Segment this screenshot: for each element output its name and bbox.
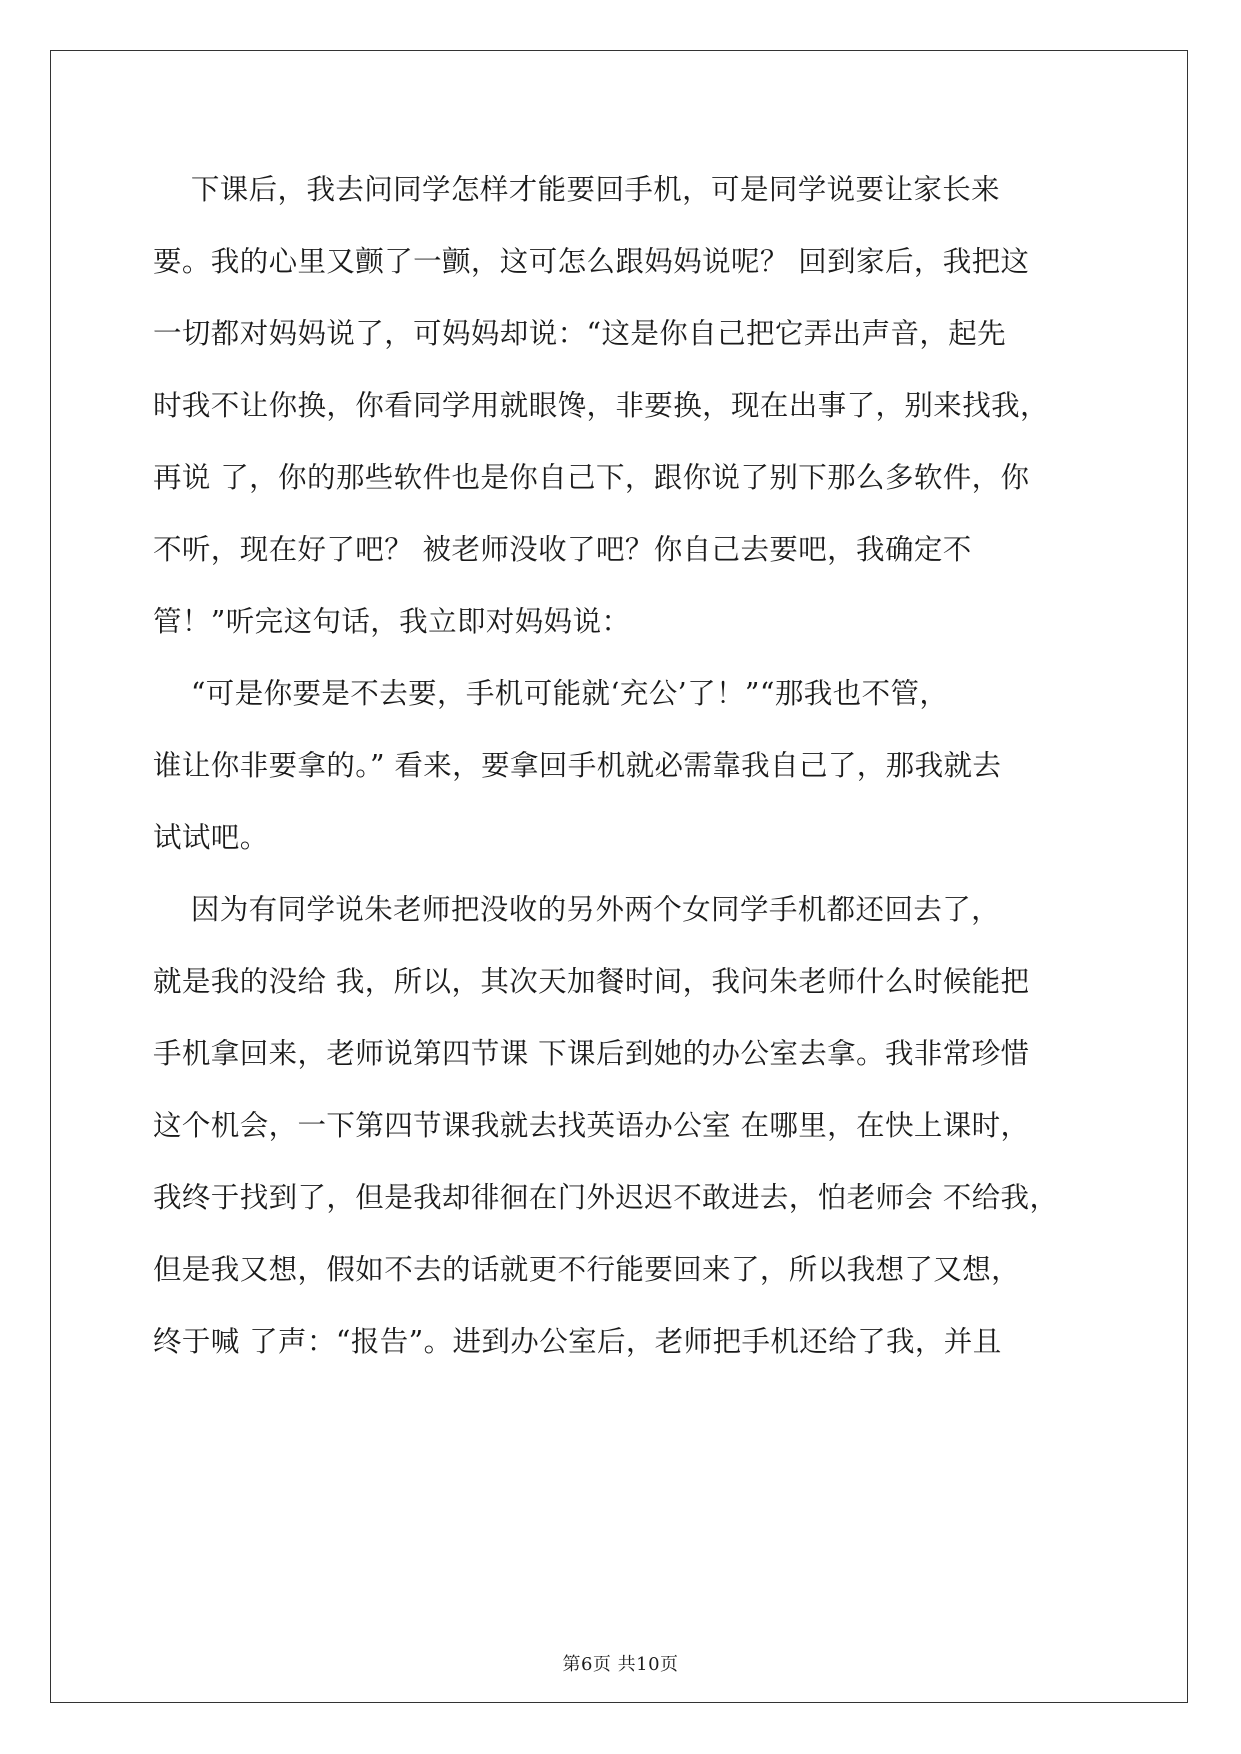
text-line-7: 管！”听完这句话，我立即对妈妈说： [153, 605, 631, 638]
text-line-11: 因为有同学说朱老师把没收的另外两个女同学手机都还回去了， [153, 893, 1001, 926]
text-line-5: 再说 了，你的那些软件也是你自己下，跟你说了别下那么多软件，你 [153, 461, 1030, 494]
page-border [50, 50, 1188, 1703]
text-line-14: 这个机会，一下第四节课我就去找英语办公室 在哪里，在快上课时， [153, 1109, 1030, 1142]
text-line-17: 终于喊 了声：“报告”。进到办公室后，老师把手机还给了我，并且 [153, 1325, 1002, 1358]
text-line-6: 不听，现在好了吧？ 被老师没收了吧？你自己去要吧，我确定不 [153, 533, 972, 566]
text-line-4: 时我不让你换，你看同学用就眼馋，非要换，现在出事了，别来找我， [153, 389, 1049, 422]
text-line-2: 要。我的心里又颤了一颤，这可怎么跟妈妈说呢？ 回到家后，我把这 [153, 245, 1030, 278]
text-line-8: “可是你要是不去要，手机可能就‘充公’了！”“那我也不管， [153, 677, 949, 710]
page-number-footer: 第6页 共10页 [562, 1654, 679, 1675]
text-line-15: 我终于找到了，但是我却徘徊在门外迟迟不敢进去，怕老师会 不给我， [153, 1181, 1059, 1214]
text-line-1: 下课后，我去问同学怎样才能要回手机，可是同学说要让家长来 [153, 173, 1001, 206]
text-line-16: 但是我又想，假如不去的话就更不行能要回来了，所以我想了又想， [153, 1253, 1021, 1286]
text-line-9: 谁让你非要拿的。” 看来，要拿回手机就必需靠我自己了，那我就去 [153, 749, 1002, 782]
text-line-10: 试试吧。 [153, 821, 269, 854]
text-line-13: 手机拿回来，老师说第四节课 下课后到她的办公室去拿。我非常珍惜 [153, 1037, 1030, 1070]
text-line-12: 就是我的没给 我，所以，其次天加餐时间，我问朱老师什么时候能把 [153, 965, 1030, 998]
text-line-3: 一切都对妈妈说了，可妈妈却说：“这是你自己把它弄出声音，起先 [153, 317, 1007, 350]
